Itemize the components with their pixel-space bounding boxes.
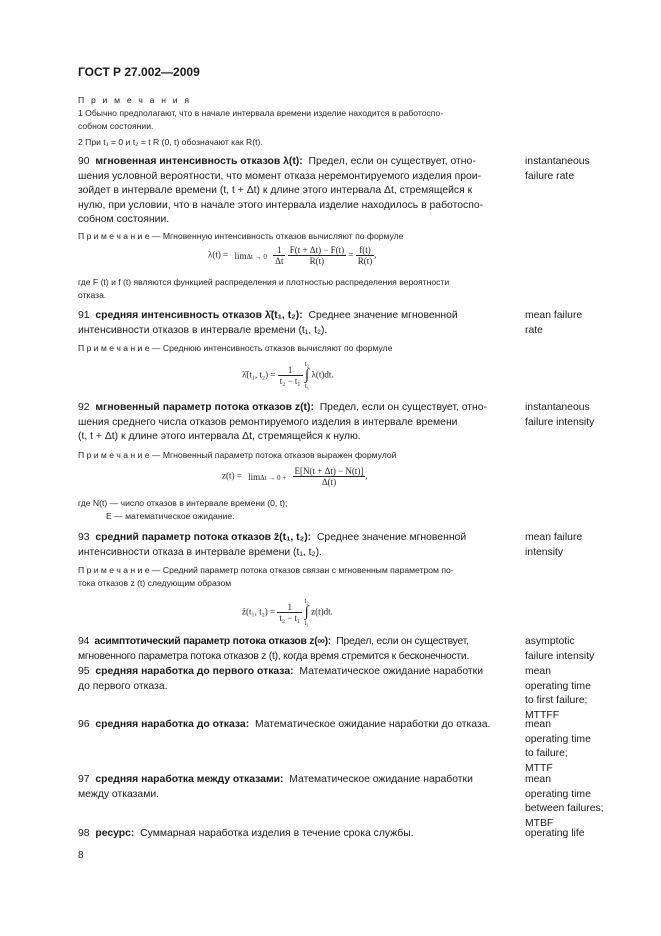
entry-98-english <box>525 827 585 842</box>
entry-text: (t, t + Δt) к длине этого интервала Δt, стремящейся к нулю. <box>78 431 361 442</box>
english-term: failure intensity <box>525 650 595 662</box>
formula-integrand: λ(t)dt. <box>311 369 334 380</box>
entry-number: 96 <box>78 719 90 730</box>
after-line: E — математическое ожидание. <box>106 511 235 521</box>
english-term: intensity <box>525 546 564 558</box>
entry-text: Среднее значение мгновенной <box>316 532 467 543</box>
entry-term: средняя наработка между отказами: <box>95 774 284 785</box>
formula-lim-sub: Δt → 0 <box>246 252 267 261</box>
entry-95-english <box>525 665 591 723</box>
after-line: где N(t) — число отказов в интервале времени (0, t); <box>78 498 288 508</box>
entry-96-english <box>525 718 591 776</box>
entry-number: 91 <box>78 310 90 321</box>
english-term: failure intensity <box>525 416 595 428</box>
entry-94-english <box>525 635 594 664</box>
entry-92-note: П р и м е ч а н и е — Мгновенный параметр потока отказов выражен формулой <box>78 450 397 460</box>
formula-91 <box>242 360 334 391</box>
formula-integrand: z(t)dt. <box>311 606 333 617</box>
formula-num: f(t) <box>356 245 375 256</box>
formula-den: R(t) <box>309 256 325 266</box>
entry-text: нулю, при условии, что в начале этого интервала изделие находилось в работоспо- <box>78 199 484 211</box>
entry-text: Суммарная наработка изделия в течение срока службы. <box>140 828 414 839</box>
formula-num: E[N(t + Δt) − N(t)] <box>294 466 364 476</box>
entry-90-note: П р и м е ч а н и е — Мгновенную интенсивность отказов вычисляют по формуле <box>78 231 404 241</box>
entry-90-after <box>78 276 449 302</box>
entry-number: 92 <box>78 402 90 413</box>
entry-90-english <box>525 155 590 184</box>
english-term: failure rate <box>525 170 575 182</box>
integral-lower: t₁ <box>304 619 309 627</box>
entry-91-english <box>525 309 582 338</box>
formula-lim: lim <box>248 471 261 482</box>
note-line: тока отказов z (t) следующим образом <box>78 578 232 588</box>
english-term: mean <box>525 719 551 730</box>
english-term: operating time <box>525 788 591 800</box>
english-term: between failures; <box>525 803 604 814</box>
integral-icon: ∫ <box>304 604 309 620</box>
formula-den: t₂ − t₁ <box>279 376 301 386</box>
entry-number: 95 <box>78 666 90 677</box>
entry-text: Математическое ожидание наработки <box>299 666 484 677</box>
entry-text: интенсивности отказа в интервале времени (t₁, t₂). <box>78 546 322 558</box>
entry-94 <box>78 635 512 664</box>
formula-num: F(t + Δt) − F(t) <box>289 245 345 255</box>
entry-term: асимптотический параметр потока отказов z(∞): <box>94 636 331 647</box>
entry-term: средняя интенсивность отказов λ̄(t₁, t₂): <box>95 310 303 321</box>
note-1-line-1: 1 Обычно предполагают, что в начале интервала времени изделие находится в работоспо- <box>78 108 444 118</box>
entry-text: интенсивности отказов в интервале времени (t₁, t₂). <box>78 324 328 336</box>
formula-num: 1 <box>277 602 302 613</box>
formula-92 <box>222 466 368 487</box>
entry-93 <box>78 531 512 560</box>
entry-text: Математическое ожидание наработки <box>289 774 473 785</box>
entry-92-after <box>78 497 287 523</box>
english-term: mean <box>525 774 551 785</box>
english-term: rate <box>525 324 543 336</box>
formula-num: 1 <box>278 365 303 376</box>
entry-text: шения среднего числа отказов ремонтируемого изделия в интервале времени <box>78 416 458 428</box>
entry-98 <box>78 827 512 842</box>
entry-number: 97 <box>78 774 90 785</box>
entry-term: ресурс: <box>95 828 135 839</box>
entry-93-note <box>78 564 512 590</box>
entry-text: Предел, если он существует, отно- <box>308 156 476 167</box>
entry-number: 93 <box>78 532 90 543</box>
english-term: to failure; <box>525 748 568 759</box>
entry-text: до первого отказа. <box>78 680 168 692</box>
intro-notes <box>78 94 510 149</box>
formula-lim: lim <box>234 250 247 261</box>
notes-title: П р и м е ч а н и я <box>78 95 192 105</box>
integral-icon: ∫ <box>304 367 310 383</box>
entry-91-note: П р и м е ч а н и е — Среднюю интенсивность отказов вычисляют по формуле <box>78 343 393 353</box>
english-term: mean failure <box>525 532 583 543</box>
entry-term: средний параметр потока отказов z̄(t₁, t₂): <box>95 532 312 543</box>
entry-97 <box>78 773 512 802</box>
entry-96 <box>78 718 512 733</box>
entry-term: мгновенная интенсивность отказов λ(t): <box>95 156 303 167</box>
entry-95 <box>78 665 512 694</box>
english-term: mean failure <box>525 310 583 321</box>
english-term: operating life <box>525 828 585 839</box>
entry-text: Предел, если он существует, <box>336 636 469 647</box>
formula-den: t₂ − t₁ <box>279 613 301 623</box>
formula-lhs: z(t) = <box>222 470 242 481</box>
entry-number: 94 <box>78 636 90 647</box>
entry-text: шения условной вероятности, что момент отказа неремонтируемого изделия прои- <box>78 170 482 182</box>
integral-lower: t₁ <box>304 382 310 390</box>
entry-text: собном состоянии. <box>78 214 170 225</box>
english-term: MTTF <box>525 762 553 774</box>
english-term: MTBF <box>525 817 554 829</box>
english-term: instantaneous <box>525 156 590 167</box>
formula-den: R(t) <box>357 256 373 266</box>
note-2: 2 При t₁ = 0 и t₂ = t R (0, t) обозначают как R(t). <box>78 137 263 147</box>
entry-term: средняя наработка до отказа: <box>95 719 250 730</box>
formula-lhs: z̄(t₁, t₂) = <box>242 606 276 617</box>
formula-90 <box>208 245 376 266</box>
after-line: где F (t) и f (t) являются функцией распределения и плотностью распределения вероятности <box>78 277 450 287</box>
formula-tail: , <box>365 470 368 481</box>
formula-tail: , <box>374 249 377 260</box>
entry-92-english <box>525 401 594 430</box>
page-number: 8 <box>78 850 84 861</box>
entry-text: зойдет в интервале времени (t, t + Δt) к длине этого интервала Δt, стремящейся к <box>78 185 473 196</box>
entry-text: между отказами. <box>78 788 160 800</box>
entry-number: 98 <box>78 828 90 839</box>
english-term: operating time <box>525 733 591 745</box>
english-term: operating time <box>525 680 591 692</box>
entry-text: Математическое ожидание наработки до отказа. <box>254 719 491 730</box>
english-term: to first failure; <box>525 695 588 706</box>
entry-text: мгновенного параметра потока отказов z (t), когда время стремится к бесконечности. <box>78 650 470 662</box>
formula-den: Δt <box>275 256 284 266</box>
english-term: instantaneous <box>525 402 590 413</box>
entry-97-english <box>525 773 604 831</box>
formula-lhs: λ̄(t₁, t₂) = <box>242 369 276 380</box>
formula-lim-sub: Δt → 0 + <box>260 473 287 482</box>
note-line: П р и м е ч а н и е — Средний параметр потока отказов связан с мгновенным параметром по- <box>78 565 454 575</box>
entry-number: 90 <box>78 156 90 167</box>
entry-90 <box>78 155 512 228</box>
formula-den: Δ(t) <box>321 477 337 487</box>
entry-92 <box>78 401 512 445</box>
entry-text: Предел, если он существует, отно- <box>319 402 487 413</box>
english-term: MTTFF <box>525 709 560 721</box>
entry-text: Среднее значение мгновенной <box>308 310 458 321</box>
integral-upper: t₂ <box>304 597 309 605</box>
note-1-line-2: собном состоянии. <box>78 121 154 131</box>
formula-num: 1 <box>273 245 285 256</box>
formula-eq: = <box>348 249 354 260</box>
entry-91 <box>78 309 512 338</box>
after-line: отказа. <box>78 290 107 300</box>
document-header: ГОСТ Р 27.002—2009 <box>78 65 200 79</box>
english-term: asymptotic <box>525 636 575 647</box>
formula-lhs: λ(t) = <box>208 249 229 260</box>
integral-upper: t₂ <box>304 360 310 368</box>
entry-term: мгновенный параметр потока отказов z(t): <box>95 402 314 413</box>
english-term: mean <box>525 666 551 677</box>
entry-93-english <box>525 531 582 560</box>
entry-term: средняя наработка до первого отказа: <box>95 666 294 677</box>
formula-93 <box>242 597 333 628</box>
